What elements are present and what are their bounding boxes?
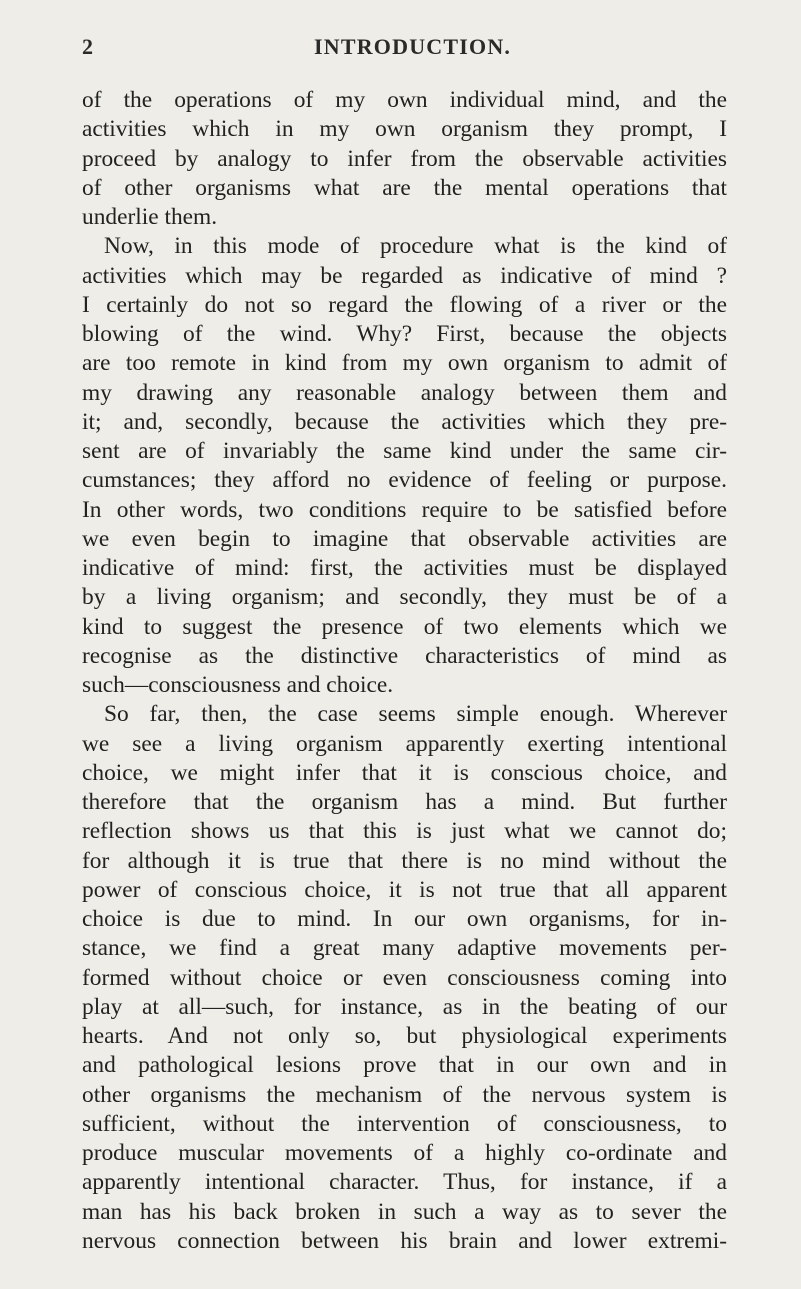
text-line: power of conscious choice, it is not true that all apparent	[82, 876, 727, 903]
text-line: underlie them.	[82, 204, 218, 230]
body-text	[82, 86, 727, 1256]
text-line: we even begin to imagine that observable activities are	[82, 525, 727, 552]
text-line: such—consciousness and choice.	[82, 672, 394, 698]
text-line: hearts. And not only so, but physiological experiments	[82, 1023, 727, 1049]
text-line: by a living organism; and secondly, they must be of a	[82, 584, 727, 611]
text-line: sufficient, without the intervention of consciousness, to	[82, 1110, 727, 1137]
text-line: produce muscular movements of a highly co-ordinate and	[82, 1140, 727, 1166]
text-line: sent are of invariably the same kind under the same cir-	[82, 438, 727, 464]
text-line: man has his back broken in such a way as to sever the	[82, 1198, 727, 1225]
text-line: and pathological lesions prove that in our own and in	[82, 1052, 727, 1079]
text-line: formed without choice or even consciousness coming into	[82, 964, 727, 991]
text-line: indicative of mind: first, the activities must be displayed	[82, 555, 727, 581]
text-line: of the operations of my own individual mind, and the	[82, 87, 727, 113]
text-line: for although it is true that there is no mind without the	[82, 847, 727, 874]
text-line: activities which may be regarded as indicative of mind ?	[82, 262, 727, 289]
text-line: therefore that the organism has a mind. But further	[82, 789, 727, 815]
page-number: 2	[82, 34, 94, 59]
text-line: choice, we might infer that it is conscious choice, and	[82, 759, 727, 786]
text-line: blowing of the wind. Why? First, because the objects	[82, 321, 727, 347]
text-line: kind to suggest the presence of two elements which we	[82, 613, 727, 640]
text-line: I certainly do not so regard the flowing of a river or the	[82, 291, 727, 318]
text-line: nervous connection between his brain and lower extremi-	[82, 1227, 727, 1254]
text-line: In other words, two conditions require to be satisfied before	[82, 496, 727, 523]
text-line: other organisms the mechanism of the nervous system is	[82, 1081, 727, 1108]
text-line: cumstances; they afford no evidence of feeling or purpose.	[82, 467, 727, 494]
running-title: INTRODUCTION.	[314, 34, 512, 59]
text-line: reflection shows us that this is just what we cannot do;	[82, 818, 727, 845]
text-line: it; and, secondly, because the activities which they pre-	[82, 408, 727, 435]
text-line: my drawing any reasonable analogy between them and	[82, 379, 727, 406]
text-line: apparently intentional character. Thus, for instance, if a	[82, 1169, 727, 1196]
text-line: we see a living organism apparently exerting intentional	[82, 730, 727, 757]
text-line: are too remote in kind from my own organism to admit of	[82, 350, 727, 377]
text-line: activities which in my own organism they prompt, I	[82, 116, 727, 143]
running-head	[82, 34, 722, 64]
text-line: proceed by analogy to infer from the observable activities	[82, 145, 727, 172]
text-line: stance, we find a great many adaptive movements per-	[82, 935, 727, 962]
text-line: choice is due to mind. In our own organisms, for in-	[82, 906, 727, 932]
text-line: Now, in this mode of procedure what is the kind of	[104, 233, 727, 260]
text-line: recognise as the distinctive characteristics of mind as	[82, 642, 727, 669]
text-line: of other organisms what are the mental operations that	[82, 174, 727, 201]
text-line: play at all—such, for instance, as in the beating of our	[82, 993, 727, 1020]
text-line: So far, then, the case seems simple enough. Wherever	[104, 701, 727, 728]
